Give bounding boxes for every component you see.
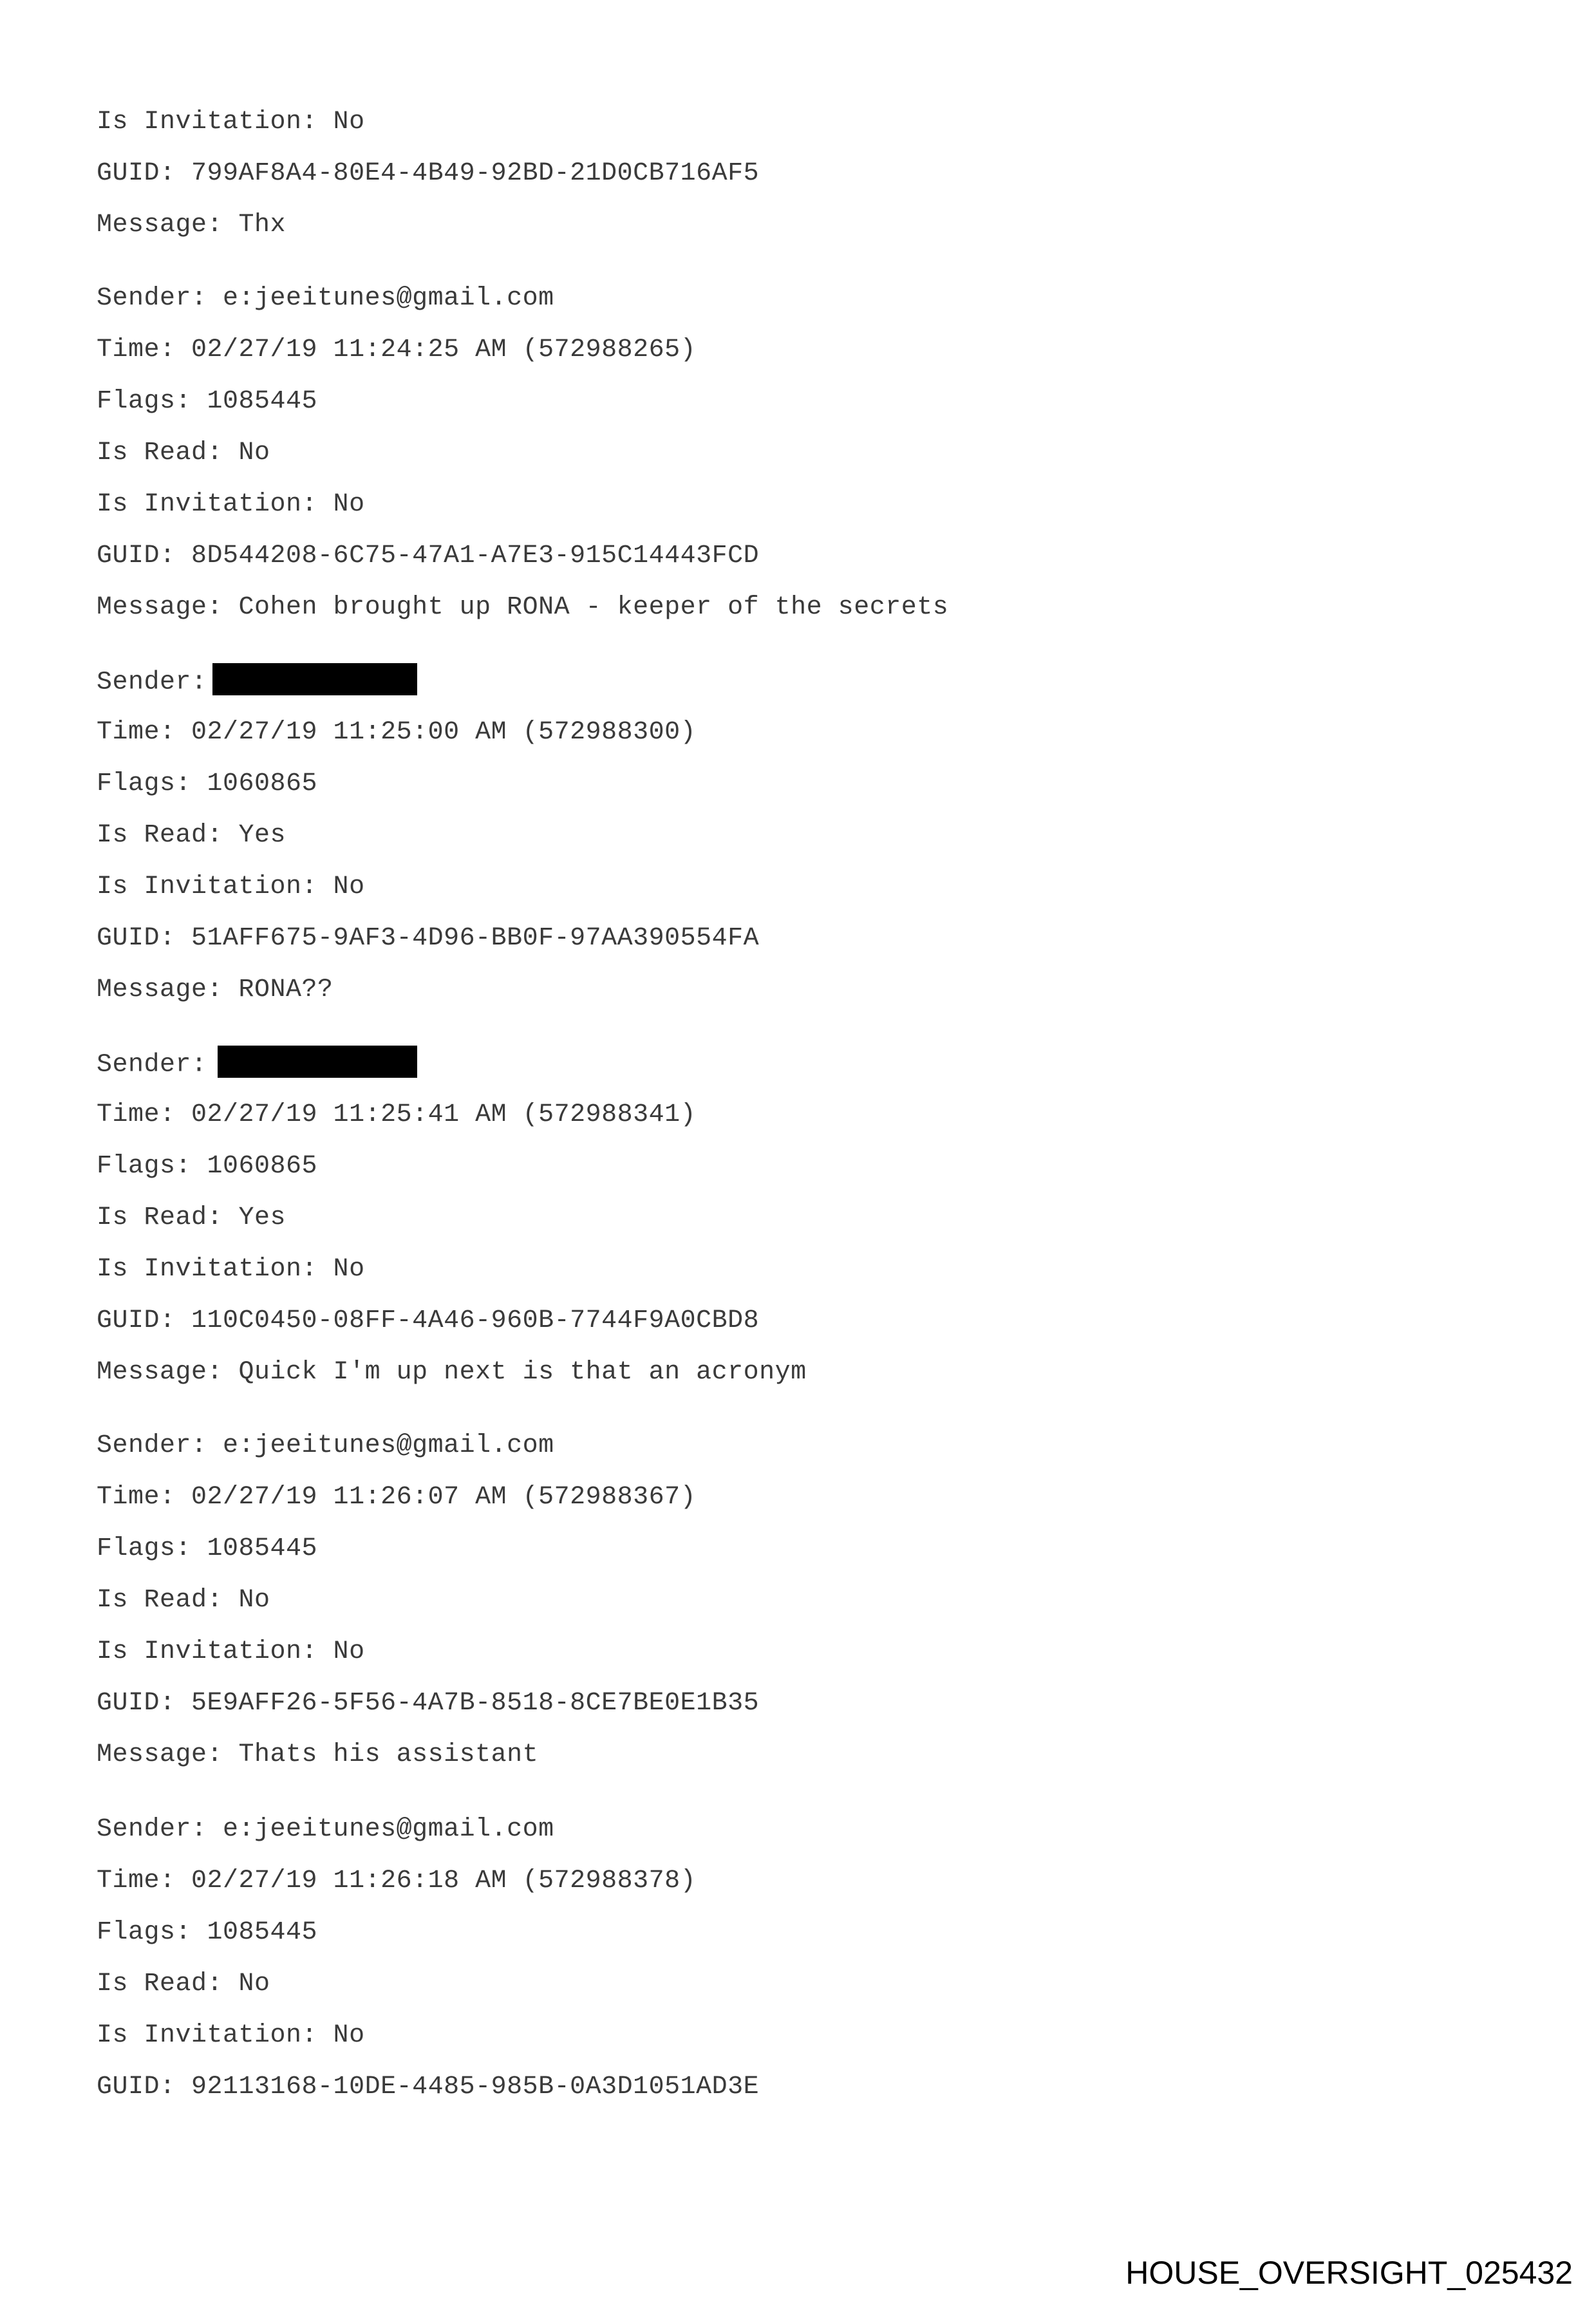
redaction-block: [218, 1046, 417, 1078]
flags-line: Flags: 1085445: [97, 387, 318, 416]
sender-label: Sender:: [97, 1050, 207, 1080]
guid-line: GUID: 110C0450-08FF-4A46-960B-7744F9A0CBD8: [97, 1306, 760, 1335]
time-line: Time: 02/27/19 11:26:18 AM (572988378): [97, 1866, 697, 1895]
message-line: Message: Thats his assistant: [97, 1740, 539, 1769]
is-read-line: Is Read: No: [97, 438, 270, 467]
flags-line: Flags: 1085445: [97, 1534, 318, 1563]
sender-label: Sender:: [97, 668, 207, 697]
guid-line: GUID: 8D544208-6C75-47A1-A7E3-915C14443FCD: [97, 541, 760, 570]
is-read-line: Is Read: Yes: [97, 821, 286, 850]
is-invitation-line: Is Invitation: No: [97, 2021, 365, 2050]
is-read-line: Is Read: No: [97, 1586, 270, 1615]
sender-line: [97, 1048, 417, 1081]
sender-line: [97, 666, 417, 699]
redaction-block: [212, 663, 417, 695]
guid-line: GUID: 51AFF675-9AF3-4D96-BB0F-97AA390554FA: [97, 924, 760, 953]
is-invitation-line: Is Invitation: No: [97, 1255, 365, 1284]
is-invitation-line: Is Invitation: No: [97, 108, 365, 136]
flags-line: Flags: 1085445: [97, 1918, 318, 1947]
message-line: Message: Quick I'm up next is that an acronym: [97, 1358, 807, 1387]
flags-line: Flags: 1060865: [97, 769, 318, 798]
sender-line: Sender: e:jeeitunes@gmail.com: [97, 1815, 554, 1844]
flags-line: Flags: 1060865: [97, 1152, 318, 1181]
is-read-line: Is Read: No: [97, 1969, 270, 1998]
is-read-line: Is Read: Yes: [97, 1203, 286, 1232]
time-line: Time: 02/27/19 11:25:41 AM (572988341): [97, 1100, 697, 1129]
time-line: Time: 02/27/19 11:26:07 AM (572988367): [97, 1483, 697, 1512]
is-invitation-line: Is Invitation: No: [97, 1637, 365, 1666]
guid-line: GUID: 799AF8A4-80E4-4B49-92BD-21D0CB716AF5: [97, 159, 760, 188]
guid-line: GUID: 5E9AFF26-5F56-4A7B-8518-8CE7BE0E1B35: [97, 1689, 760, 1718]
message-line: Message: RONA??: [97, 975, 333, 1004]
sender-line: Sender: e:jeeitunes@gmail.com: [97, 284, 554, 313]
time-line: Time: 02/27/19 11:24:25 AM (572988265): [97, 335, 697, 364]
is-invitation-line: Is Invitation: No: [97, 872, 365, 901]
time-line: Time: 02/27/19 11:25:00 AM (572988300): [97, 718, 697, 747]
bates-number: HOUSE_OVERSIGHT_025432: [1125, 2255, 1573, 2291]
message-line: Message: Thx: [97, 211, 286, 240]
sender-line: Sender: e:jeeitunes@gmail.com: [97, 1431, 554, 1460]
message-line: Message: Cohen brought up RONA - keeper of the secrets: [97, 593, 949, 622]
is-invitation-line: Is Invitation: No: [97, 490, 365, 519]
guid-line: GUID: 92113168-10DE-4485-985B-0A3D1051AD3E: [97, 2073, 760, 2101]
